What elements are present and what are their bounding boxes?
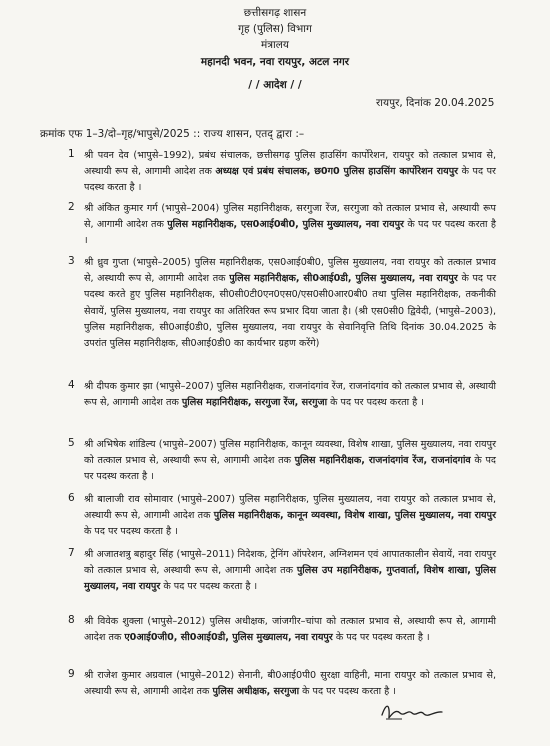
header-ministry: मंत्रालय: [260, 39, 289, 51]
item-number: 1: [68, 148, 75, 160]
item-number: 5: [68, 437, 75, 449]
header-address: महानदी भवन, नवा रायपुर, अटल नगर: [200, 56, 350, 68]
item-text: श्री अंकित कुमार गर्ग (भापुसे–2004) पुलिस महानिरीक्षक, सरगुजा रेंज, सरगुजा को तत्काल प्रभाव से, अस्थायी रूप से, आगामी आदेश तक पुलिस महानिरीक्षक, एस0आई0बी0, पुलिस मुख्यालय, नवा रायपुर के पद पर पदस्थ करता है ।: [84, 203, 496, 247]
item-number: 2: [68, 201, 75, 213]
item-number: 7: [68, 547, 75, 559]
order-intro: क्रमांक एफ 1–3/दो–गृह/भापुसे/2025 :: राज्य शासन, एतद् द्वारा :–: [40, 128, 305, 140]
item-text: श्री दीपक कुमार झा (भापुसे–2007) पुलिस महानिरीक्षक, राजनांदगांव रेंज, राजनांदगांव को तत्काल प्रभाव से, अस्थायी रूप से, आगामी आदेश तक पुलिस महानिरीक्षक, सरगुजा रेंज, सरगुजा के पद पर पदस्थ करता है ।: [84, 381, 496, 409]
item-number: 4: [68, 379, 75, 391]
item-number: 8: [68, 614, 75, 626]
item-text: श्री बालाजी राव सोमावार (भापुसे–2007) पुलिस महानिरीक्षक, पुलिस मुख्यालय, नवा रायपुर को तत्काल प्रभाव से, अस्थायी रूप से, आगामी आदेश तक पुलिस महानिरीक्षक, कानून व्यवस्था, विशेष शाखा, पुलिस मुख्यालय, नवा रायपुर के पद पर पदस्थ करता है ।: [84, 494, 496, 538]
order-title: / / आदेश / /: [248, 79, 302, 91]
signature-mark: [378, 697, 448, 725]
item-text: श्री पवन देव (भापुसे–1992), प्रबंध संचालक, छत्तीसगढ़ पुलिस हाउसिंग कार्पोरेशन, रायपुर को तत्काल प्रभाव से, अस्थायी रूप से, आगामी आदेश तक अध्यक्ष एवं प्रबंध संचालक, छ0ग0 पुलिस हाउसिंग कार्पोरेशन रायपुर के पद पर पदस्थ करता है ।: [84, 150, 496, 194]
item-number: 9: [68, 668, 75, 680]
header-state: छत्तीसगढ़ शासन: [243, 7, 307, 19]
order-dateline: रायपुर, दिनांक 20.04.2025: [376, 97, 495, 109]
item-text: श्री विवेक शुक्ला (भापुसे–2012) पुलिस अधीक्षक, जांजगीर–चांपा को तत्काल प्रभाव से, अस्थायी रूप से, आगामी आदेश तक ए0आई0जी0, सी0आई0डी, पुलिस मुख्यालय, नवा रायपुर के पद पर पदस्थ करता है ।: [84, 616, 496, 644]
item-text: श्री अभिषेक शांडिल्य (भापुसे–2007) पुलिस महानिरीक्षक, कानून व्यवस्था, विशेष शाखा, पुलिस मुख्यालय, नवा रायपुर को तत्काल प्रभाव से, अस्थायी रूप से, आगामी आदेश तक पुलिस महानिरीक्षक, राजनांदगांव रेंज, राजनांदगांव के पद पर पदस्थ करता है ।: [84, 439, 497, 483]
item-number: 6: [68, 492, 75, 504]
item-number: 3: [68, 255, 75, 267]
item-text: श्री राजेश कुमार अग्रवाल (भापुसे–2012) सेनानी, बी0आई0पी0 सुरक्षा वाहिनी, माना रायपुर को तत्काल प्रभाव से, अस्थायी रूप से, आगामी आदेश तक पुलिस अधीक्षक, सरगुजा के पद पर पदस्थ करता है ।: [84, 670, 496, 698]
header-department: गृह (पुलिस) विभाग: [238, 23, 312, 35]
item-text: श्री अजातशत्रु बहादुर सिंह (भापुसे–2011) निदेशक, ट्रेनिंग ऑपरेशन, अग्निशमन एवं आपातकालीन सेवायें, नवा रायपुर को तत्काल प्रभाव से, अस्थायी रूप से, आगामी आदेश तक पुलिस उप महानिरीक्षक, गुप्तवार्ता, विशेष शाखा, पुलिस मुख्यालय, नवा रायपुर के पद पर पदस्थ करता है ।: [84, 549, 496, 593]
item-text: श्री ध्रुव गुप्ता (भापुसे–2005) पुलिस महानिरीक्षक, एस0आई0बी0, पुलिस मुख्यालय, नवा रायपुर को तत्काल प्रभाव से, अस्थायी रूप से, आगामी आदेश तक पुलिस महानिरीक्षक, सी0आई0डी, पुलिस मुख्यालय, नवा रायपुर के पद पर पदस्थ करते हुए पुलिस महानिरीक्षक, सी0सी0टी0एन0एस0/एस0सी0आर0बी0 तथा पुलिस महानिरीक्षक, तकनीकी सेवायें, पुलिस मुख्यालय, नवा रायपुर का अतिरिक्त रूप प्रभार दिया जाता है। (श्री एस0सी0 द्विवेदी, (भापुसे–2003), पुलिस महानिरीक्षक, सी0आई0डी0, पुलिस मुख्यालय, नवा रायपुर के सेवानिवृत्ति तिथि दिनांक 30.04.2025 के उपरांत पुलिस महानिरीक्षक, सी0आई0डी0 का कार्यभार ग्रहण करेंगे): [84, 257, 497, 350]
